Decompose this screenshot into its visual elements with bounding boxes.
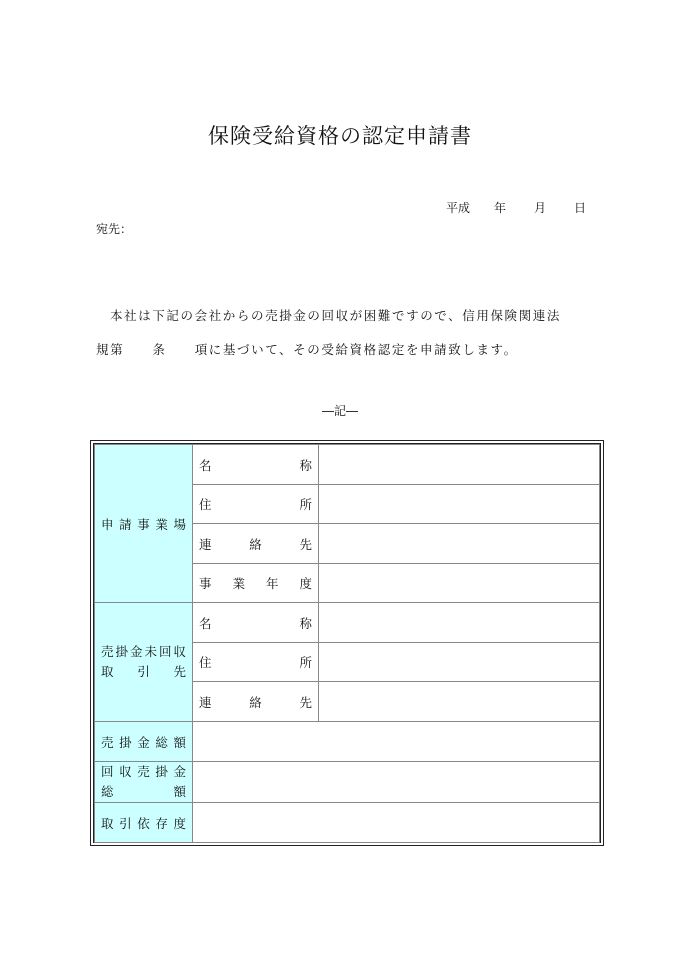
applicant-contact-label [193, 524, 319, 564]
date-day: 日 [574, 201, 587, 215]
trade-dependency-field[interactable] [193, 803, 600, 843]
row-label-line2: 総 額 [101, 784, 186, 799]
field-label: 名 称 [199, 457, 312, 473]
applicant-address-label [193, 485, 319, 524]
field-label: 住 所 [199, 497, 312, 512]
field-label: 事 業 年 度 [199, 576, 312, 591]
debtor-contact-field[interactable] [319, 682, 600, 722]
row-label: 取 引 依 存 度 [101, 815, 186, 831]
field-label: 住 所 [199, 655, 312, 670]
debtor-label-line1: 売 掛 金 未 回 収 [101, 644, 186, 659]
date-month: 月 [534, 201, 547, 215]
recipient-label: 宛先： [96, 222, 133, 236]
applicant-contact-field[interactable] [319, 524, 600, 564]
collected-receivables-field[interactable] [193, 762, 600, 803]
ki-heading: ―記― [321, 404, 358, 418]
body-text-line-1: 本社は下記の会社からの売掛金の回収が困難ですので、信用保険関連法 [110, 308, 561, 323]
debtor-address-label [193, 643, 319, 682]
row-label: 売 掛 金 総 額 [101, 734, 186, 750]
debtor-name-field[interactable] [319, 603, 600, 643]
applicant-address-field[interactable] [319, 485, 600, 524]
fiscal-year-field[interactable] [319, 564, 600, 603]
applicant-name-label [193, 445, 319, 485]
document-title: 保険受給資格の認定申請書 [208, 124, 472, 148]
applicant-name-field[interactable] [319, 445, 600, 485]
fiscal-year-label [193, 564, 319, 603]
debtor-contact-label [193, 682, 319, 722]
row-label-line1: 回 収 売 掛 金 [101, 764, 186, 779]
field-label: 連 絡 先 [199, 536, 312, 552]
total-receivables-field[interactable] [193, 722, 600, 762]
trade-dependency-label [95, 803, 193, 843]
body-text-line-2: 規第 条 項に基づいて、その受給資格認定を申請致します。 [96, 342, 518, 357]
applicant-office-label [95, 445, 193, 603]
field-label: 連 絡 先 [199, 694, 312, 710]
collected-receivables-label [95, 762, 193, 803]
field-label: 名 称 [199, 615, 312, 631]
date-era: 平成 [446, 201, 471, 215]
application-form-table [90, 440, 604, 846]
debtor-address-field[interactable] [319, 643, 600, 682]
debtor-label-line2: 取 引 先 [101, 664, 186, 679]
applicant-office-text: 申 請 事 業 場 [101, 516, 186, 532]
date-year: 年 [494, 201, 507, 215]
debtor-name-label [193, 603, 319, 643]
debtor-label [95, 603, 193, 722]
date-line [446, 199, 586, 216]
total-receivables-label [95, 722, 193, 762]
